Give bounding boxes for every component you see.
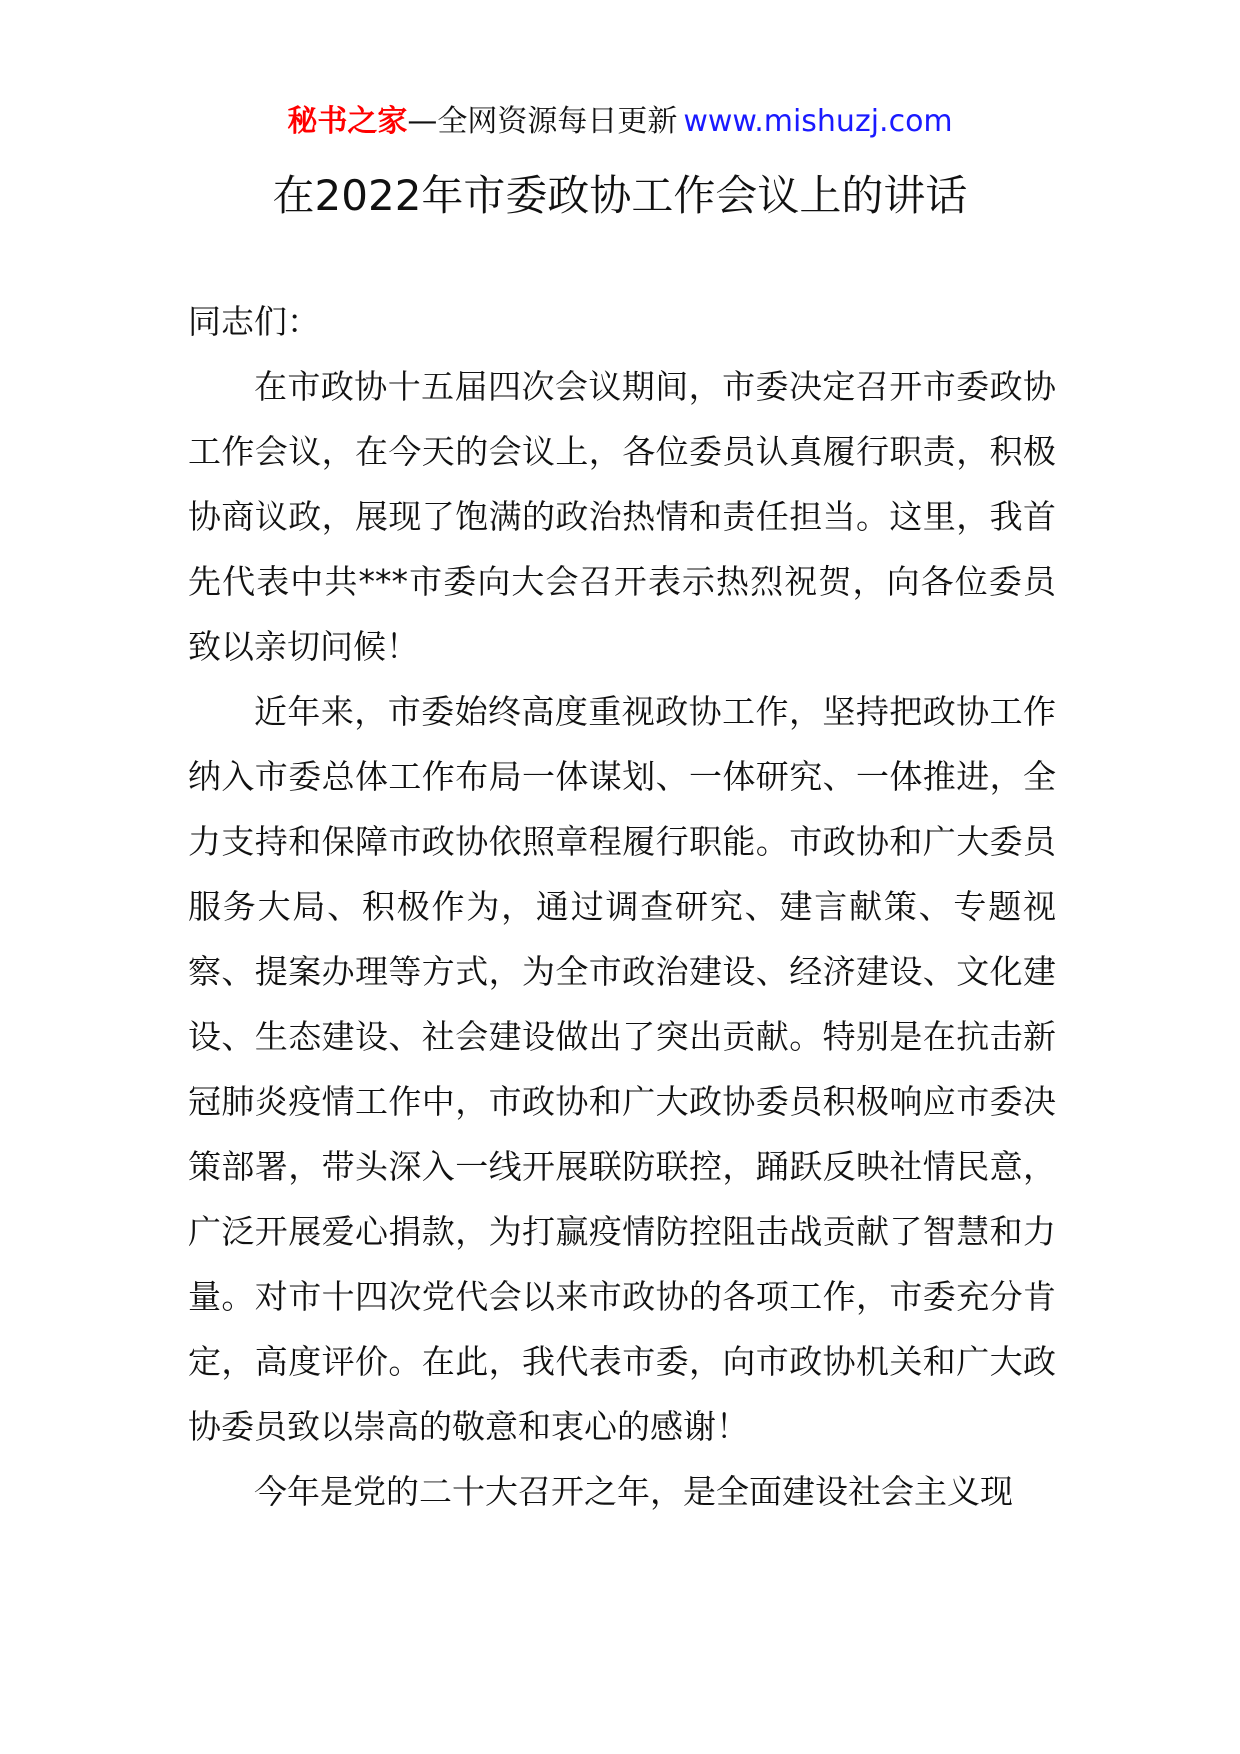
- salutation: 同志们：: [188, 302, 320, 341]
- brand-name: 秘书之家: [287, 104, 408, 139]
- paragraph: 在市政协十五届四次会议期间，市委决定召开市委政协工作会议，在今天的会议上，各位委员认真履行职责，积极协商议政，展现了饱满的政治热情和责任担当。这里，我首先代表中共***市委向大会召开表示热烈祝贺，向各位委员致以亲切问候！: [188, 367, 1056, 666]
- document-title: 在2022年市委政协工作会议上的讲话: [272, 171, 968, 220]
- site-url-link[interactable]: www.mishuzj.com: [683, 104, 953, 139]
- site-slogan: —全网资源每日更新: [407, 104, 678, 139]
- paragraph: 今年是党的二十大召开之年，是全面建设社会主义现: [254, 1472, 1013, 1511]
- paragraph: 近年来，市委始终高度重视政协工作，坚持把政协工作纳入市委总体工作布局一体谋划、一体研究、一体推进，全力支持和保障市政协依照章程履行职能。市政协和广大委员服务大局、积极作为，通过调查研究、建言献策、专题视察、提案办理等方式，为全市政治建设、经济建设、文化建设、生态建设、社会建设做出了突出贡献。特别是在抗击新冠肺炎疫情工作中，市政协和广大政协委员积极响应市委决策部署，带头深入一线开展联防联控，踊跃反映社情民意，广泛开展爱心捐款，为打赢疫情防控阻击战贡献了智慧和力量。对市十四次党代会以来市政协的各项工作，市委充分肯定，高度评价。在此，我代表市委，向市政协机关和广大政协委员致以崇高的敬意和衷心的感谢！: [188, 692, 1056, 1446]
- site-header: [0, 102, 1240, 142]
- document-body: [188, 289, 1056, 1524]
